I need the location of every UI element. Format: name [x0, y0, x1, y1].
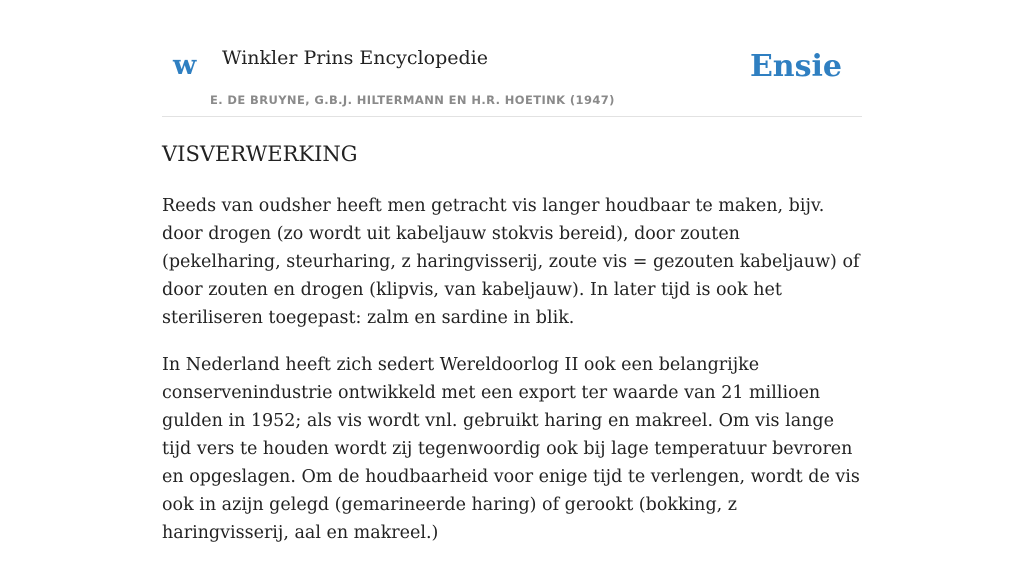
entry-paragraph: Reeds van oudsher heeft men getracht vis langer houdbaar te maken, bijv. door drogen (zo wordt uit kabeljauw stokvis bereid), door zouten (pekelharing, steurharing, z haringvisserij, zoute vis = gezouten kabeljauw) of door zouten en drogen (klipvis, van kabeljauw). In later tijd is ook het steriliseren toegepast: zalm en sardine in blik.: [162, 196, 860, 328]
entry-body: [162, 192, 862, 566]
publication-logo[interactable]: w: [173, 50, 197, 81]
entry-title: VISVERWERKING: [162, 142, 358, 166]
publication-title[interactable]: Winkler Prins Encyclopedie: [222, 47, 488, 69]
header: [162, 0, 862, 117]
page: [162, 0, 862, 543]
ensie-logo-link[interactable]: Ensie: [749, 49, 842, 84]
entry-paragraph: In Nederland heeft zich sedert Wereldoorlog II ook een belangrijke conservenindustrie ontwikkeld met een export ter waarde van 21 millioen gulden in 1952; als vis wordt vnl. gebruikt haring en makreel. Om vis lange tijd vers te houden wordt zij tegenwoordig ook bij lage temperatuur bevroren en opgeslagen. Om de houdbaarheid voor enige tijd te verlengen, wordt de vis ook in azijn gelegd (gemarineerde haring) of gerookt (bokking, z haringvisserij, aal en makreel.): [162, 355, 860, 543]
publication-authors: E. DE BRUYNE, G.B.J. HILTERMANN EN H.R. HOETINK (1947): [210, 93, 615, 107]
